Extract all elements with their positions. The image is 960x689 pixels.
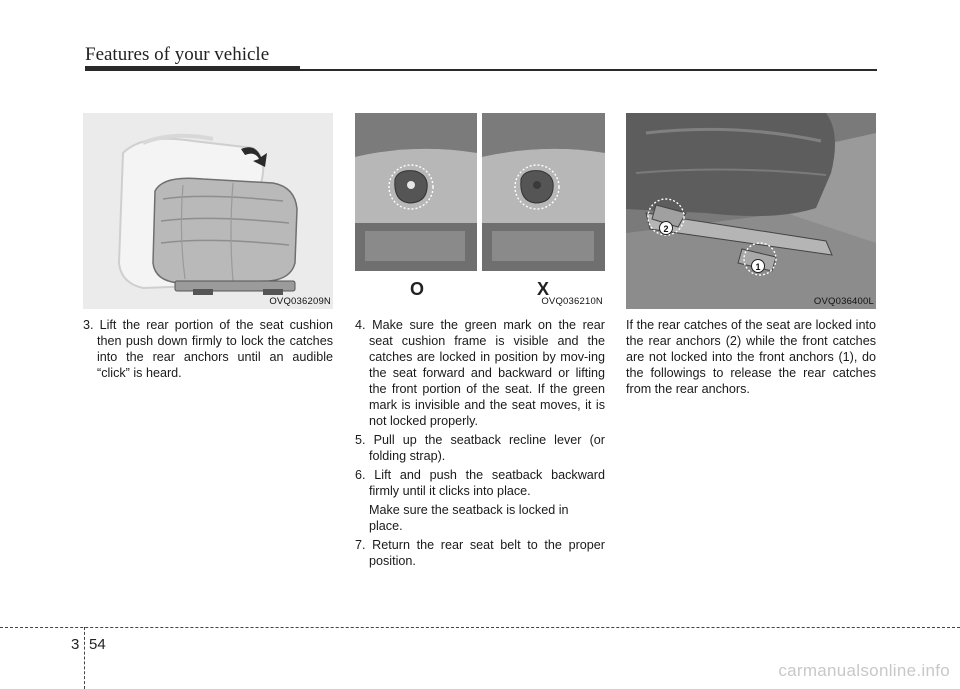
figure-code: OVQ036400L [813,296,874,307]
step-4: 4. Make sure the green mark on the rear seat cushion frame is visible and the catches are locked in position by mov-ing the seat forward and backward or lifting the front portion of the seat. If the green mark is invisible and the seat moves, it is not locked properly. [355,318,605,428]
unlocked-mark-x: X [536,279,550,299]
figure-catch-comparison [355,113,605,309]
column-1 [83,113,333,384]
figure-code: OVQ036210N [541,296,603,307]
step-3: 3. Lift the rear portion of the seat cushion then push down firmly to lock the catches into the rear anchors until an audible “click” is heard. [83,318,333,380]
rear-anchor-illustration [626,113,876,309]
column-1-text [83,317,333,381]
column-2-text [355,317,605,569]
page-header-title: Features of your vehicle [85,44,270,65]
column-3-text [626,317,876,397]
step-7: 7. Return the rear seat belt to the proper position. [355,538,605,568]
step-6: 6. Lift and push the seatback backward firmly until it clicks into place. [355,468,605,498]
callout-1: 1 [755,262,761,272]
step-6-note: Make sure the seatback is locked in place. [369,503,569,533]
release-instructions: If the rear catches of the seat are locked into the rear anchors (2) while the front catches are not locked into the front anchors (1), do the followings to release the rear catches from the rear anchors. [626,318,876,396]
page-number: 54 [89,636,106,653]
column-3 [626,113,876,397]
callout-2: 2 [663,224,669,234]
figure-seat-cushion-lift [83,113,333,309]
column-2 [355,113,605,572]
footer-rule [0,627,960,628]
footer-divider [84,627,85,689]
figure-code: OVQ036209N [269,296,331,307]
header-rule-thin [300,69,877,71]
header-rule-thick [85,66,300,71]
page-chapter: 3 [71,636,80,653]
figure-rear-anchors [626,113,876,309]
locked-mark-o: O [409,279,425,299]
seat-cushion-illustration [83,113,333,309]
catch-comparison-illustration [355,113,605,309]
watermark: carmanualsonline.info [778,661,950,680]
step-5: 5. Pull up the seatback recline lever (or folding strap). [355,433,605,463]
